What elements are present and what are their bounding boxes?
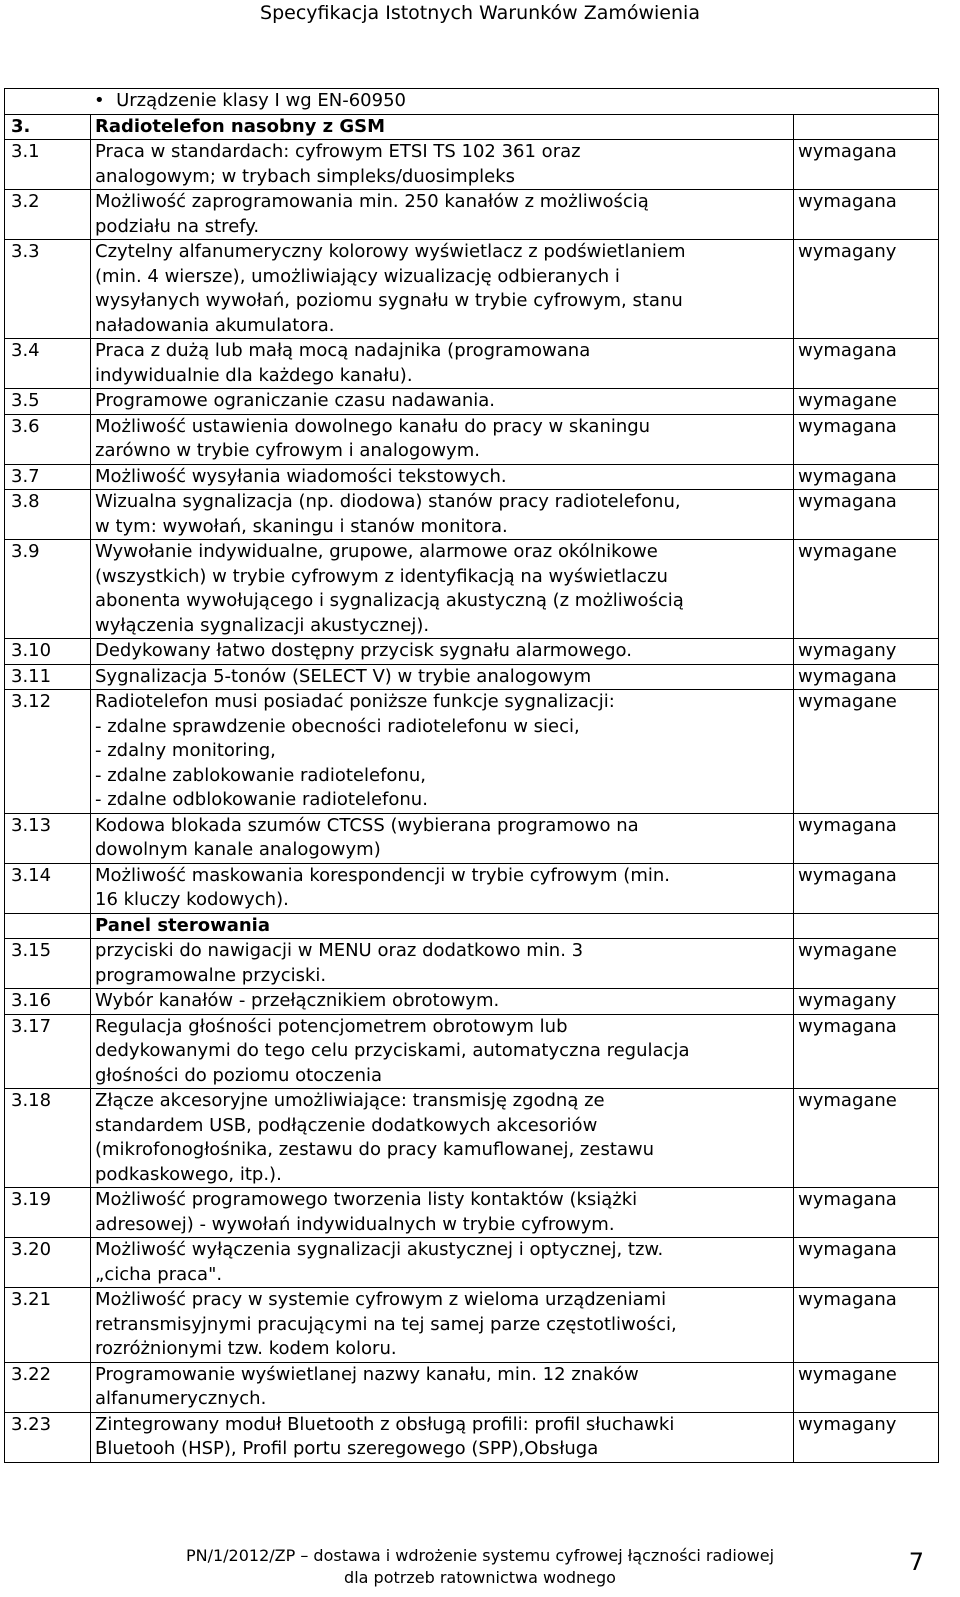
row-number: 3.20 xyxy=(5,1238,91,1288)
row-description: Praca w standardach: cyfrowym ETSI TS 102 361 oraz analogowym; w trybach simpleks/duosimpleks xyxy=(91,140,794,190)
row-description: Programowe ograniczanie czasu nadawania. xyxy=(91,389,794,415)
table-row xyxy=(5,464,939,490)
row-number: 3.2 xyxy=(5,190,91,240)
row-requirement: wymagane xyxy=(794,540,939,639)
table-row xyxy=(5,1188,939,1238)
header-title: Specyfikacja Istotnych Warunków Zamówienia xyxy=(260,2,700,24)
row-description: Regulacja głośności potencjometrem obrotowym lub dedykowanymi do tego celu przyciskami, automatyczna regulacja głośności do poziomu otoczenia xyxy=(91,1014,794,1089)
row-description: Złącze akcesoryjne umożliwiające: transmisję zgodną ze standardem USB, podłączenie dodatkowych akcesoriów (mikrofonogłośnika, zestawu do pracy kamuflowanej, zestawu podkaskowego, itp.). xyxy=(91,1089,794,1188)
section-title: Radiotelefon nasobny z GSM xyxy=(91,114,794,140)
row-description: Możliwość programowego tworzenia listy kontaktów (książki adresowej) - wywołań indywidualnych w trybie cyfrowym. xyxy=(91,1188,794,1238)
footer-line-2: dla potrzeb ratownictwa wodnego xyxy=(344,1568,616,1587)
row-description: Możliwość wyłączenia sygnalizacji akustycznej i optycznej, tzw. „cicha praca". xyxy=(91,1238,794,1288)
row-number: 3.7 xyxy=(5,464,91,490)
row-description: Możliwość ustawienia dowolnego kanału do pracy w skaningu zarówno w trybie cyfrowym i analogowym. xyxy=(91,414,794,464)
row-description: Wizualna sygnalizacja (np. diodowa) stanów pracy radiotelefonu, w tym: wywołań, skaningu i stanów monitora. xyxy=(91,490,794,540)
panel-heading-row xyxy=(5,913,939,939)
row-requirement: wymagana xyxy=(794,1238,939,1288)
row-number: 3.16 xyxy=(5,989,91,1015)
row-requirement: wymagana xyxy=(794,490,939,540)
row-number: 3.6 xyxy=(5,414,91,464)
bullet-item: • Urządzenie klasy I wg EN-60950 xyxy=(94,90,406,111)
row-requirement: wymagane xyxy=(794,389,939,415)
footer-line-1: PN/1/2012/ZP – dostawa i wdrożenie systemu cyfrowej łączności radiowej xyxy=(185,1546,775,1565)
row-requirement: wymagana xyxy=(794,414,939,464)
bullet-text: Urządzenie klasy I wg EN-60950 xyxy=(116,90,406,111)
row-number: 3.21 xyxy=(5,1288,91,1363)
table-row xyxy=(5,339,939,389)
row-requirement: wymagana xyxy=(794,339,939,389)
section-number: 3. xyxy=(5,114,91,140)
row-description: Wywołanie indywidualne, grupowe, alarmowe oraz okólnikowe (wszystkich) w trybie cyfrowym z identyfikacją na wyświetlaczu abonenta wywołującego i sygnalizacją akustyczną (z możliwością wyłączenia sygnalizacji akustycznej). xyxy=(91,540,794,639)
row-description: Praca z dużą lub małą mocą nadajnika (programowana indywidualnie dla każdego kanału). xyxy=(91,339,794,389)
table-row xyxy=(5,989,939,1015)
bullet-cell xyxy=(5,89,939,115)
row-requirement: wymagana xyxy=(794,1188,939,1238)
table-row xyxy=(5,690,939,814)
table-row xyxy=(5,1014,939,1089)
row-requirement: wymagana xyxy=(794,863,939,913)
row-description: Możliwość zaprogramowania min. 250 kanałów z możliwością podziału na strefy. xyxy=(91,190,794,240)
row-requirement: wymagany xyxy=(794,639,939,665)
row-number: 3.23 xyxy=(5,1412,91,1462)
table-row xyxy=(5,1412,939,1462)
footer-text xyxy=(120,1545,840,1589)
panel-heading: Panel sterowania xyxy=(91,913,794,939)
section-req-cell xyxy=(794,114,939,140)
row-number: 3.22 xyxy=(5,1362,91,1412)
row-requirement: wymagana xyxy=(794,1014,939,1089)
row-description: Czytelny alfanumeryczny kolorowy wyświetlacz z podświetlaniem (min. 4 wiersze), umożliwiający wizualizację odbieranych i wysyłanych wywołań, poziomu sygnału w trybie cyfrowym, stanu naładowania akumulatora. xyxy=(91,240,794,339)
section-row xyxy=(5,114,939,140)
table-row xyxy=(5,1288,939,1363)
table-row xyxy=(5,1362,939,1412)
row-requirement: wymagana xyxy=(794,140,939,190)
document-footer xyxy=(0,1545,960,1595)
table-row xyxy=(5,140,939,190)
table-row xyxy=(5,813,939,863)
row-description: Programowanie wyświetlanej nazwy kanału, min. 12 znaków alfanumerycznych. xyxy=(91,1362,794,1412)
row-requirement: wymagany xyxy=(794,240,939,339)
row-number: 3.15 xyxy=(5,939,91,989)
row-number: 3.19 xyxy=(5,1188,91,1238)
row-requirement: wymagana xyxy=(794,664,939,690)
page-number: 7 xyxy=(908,1548,924,1576)
row-number: 3.11 xyxy=(5,664,91,690)
row-number: 3.18 xyxy=(5,1089,91,1188)
row-description: Możliwość pracy w systemie cyfrowym z wieloma urządzeniami retransmisyjnymi pracującymi na tej samej parze częstotliwości, rozróżnionymi tzw. kodem koloru. xyxy=(91,1288,794,1363)
row-number: 3.1 xyxy=(5,140,91,190)
table-row xyxy=(5,939,939,989)
specification-table xyxy=(4,88,939,1463)
row-requirement: wymagany xyxy=(794,1412,939,1462)
row-number: 3.17 xyxy=(5,1014,91,1089)
row-description: Możliwość wysyłania wiadomości tekstowych. xyxy=(91,464,794,490)
row-number: 3.3 xyxy=(5,240,91,339)
row-description: Zintegrowany moduł Bluetooth z obsługą profili: profil słuchawki Bluetooh (HSP), Profil portu szeregowego (SPP),Obsługa xyxy=(91,1412,794,1462)
row-requirement: wymagana xyxy=(794,813,939,863)
row-description: Radiotelefon musi posiadać poniższe funkcje sygnalizacji: - zdalne sprawdzenie obecności radiotelefonu w sieci, - zdalny monitoring, - zdalne zablokowanie radiotelefonu, - zdalne odblokowanie radiotelefonu. xyxy=(91,690,794,814)
row-requirement: wymagane xyxy=(794,1089,939,1188)
table-row xyxy=(5,664,939,690)
document-header xyxy=(0,0,960,26)
table-row xyxy=(5,414,939,464)
row-requirement: wymagana xyxy=(794,1288,939,1363)
row-requirement: wymagana xyxy=(794,190,939,240)
table-row xyxy=(5,863,939,913)
table-row xyxy=(5,389,939,415)
row-number: 3.9 xyxy=(5,540,91,639)
row-description: Kodowa blokada szumów CTCSS (wybierana programowo na dowolnym kanale analogowym) xyxy=(91,813,794,863)
table-row xyxy=(5,240,939,339)
row-description: przyciski do nawigacji w MENU oraz dodatkowo min. 3 programowalne przyciski. xyxy=(91,939,794,989)
row-number: 3.5 xyxy=(5,389,91,415)
panel-heading-req xyxy=(794,913,939,939)
row-number: 3.13 xyxy=(5,813,91,863)
row-number: 3.12 xyxy=(5,690,91,814)
row-requirement: wymagane xyxy=(794,690,939,814)
row-number: 3.4 xyxy=(5,339,91,389)
row-requirement: wymagane xyxy=(794,939,939,989)
panel-heading-empty xyxy=(5,913,91,939)
table-row xyxy=(5,1238,939,1288)
row-number: 3.14 xyxy=(5,863,91,913)
row-requirement: wymagany xyxy=(794,989,939,1015)
table-row xyxy=(5,1089,939,1188)
row-description: Dedykowany łatwo dostępny przycisk sygnału alarmowego. xyxy=(91,639,794,665)
table-row xyxy=(5,190,939,240)
row-description: Wybór kanałów - przełącznikiem obrotowym. xyxy=(91,989,794,1015)
table-row xyxy=(5,639,939,665)
row-requirement: wymagane xyxy=(794,1362,939,1412)
row-description: Możliwość maskowania korespondencji w trybie cyfrowym (min. 16 kluczy kodowych). xyxy=(91,863,794,913)
table-row xyxy=(5,540,939,639)
row-number: 3.8 xyxy=(5,490,91,540)
row-description: Sygnalizacja 5-tonów (SELECT V) w trybie analogowym xyxy=(91,664,794,690)
table-row xyxy=(5,89,939,115)
table-row xyxy=(5,490,939,540)
row-number: 3.10 xyxy=(5,639,91,665)
row-requirement: wymagana xyxy=(794,464,939,490)
